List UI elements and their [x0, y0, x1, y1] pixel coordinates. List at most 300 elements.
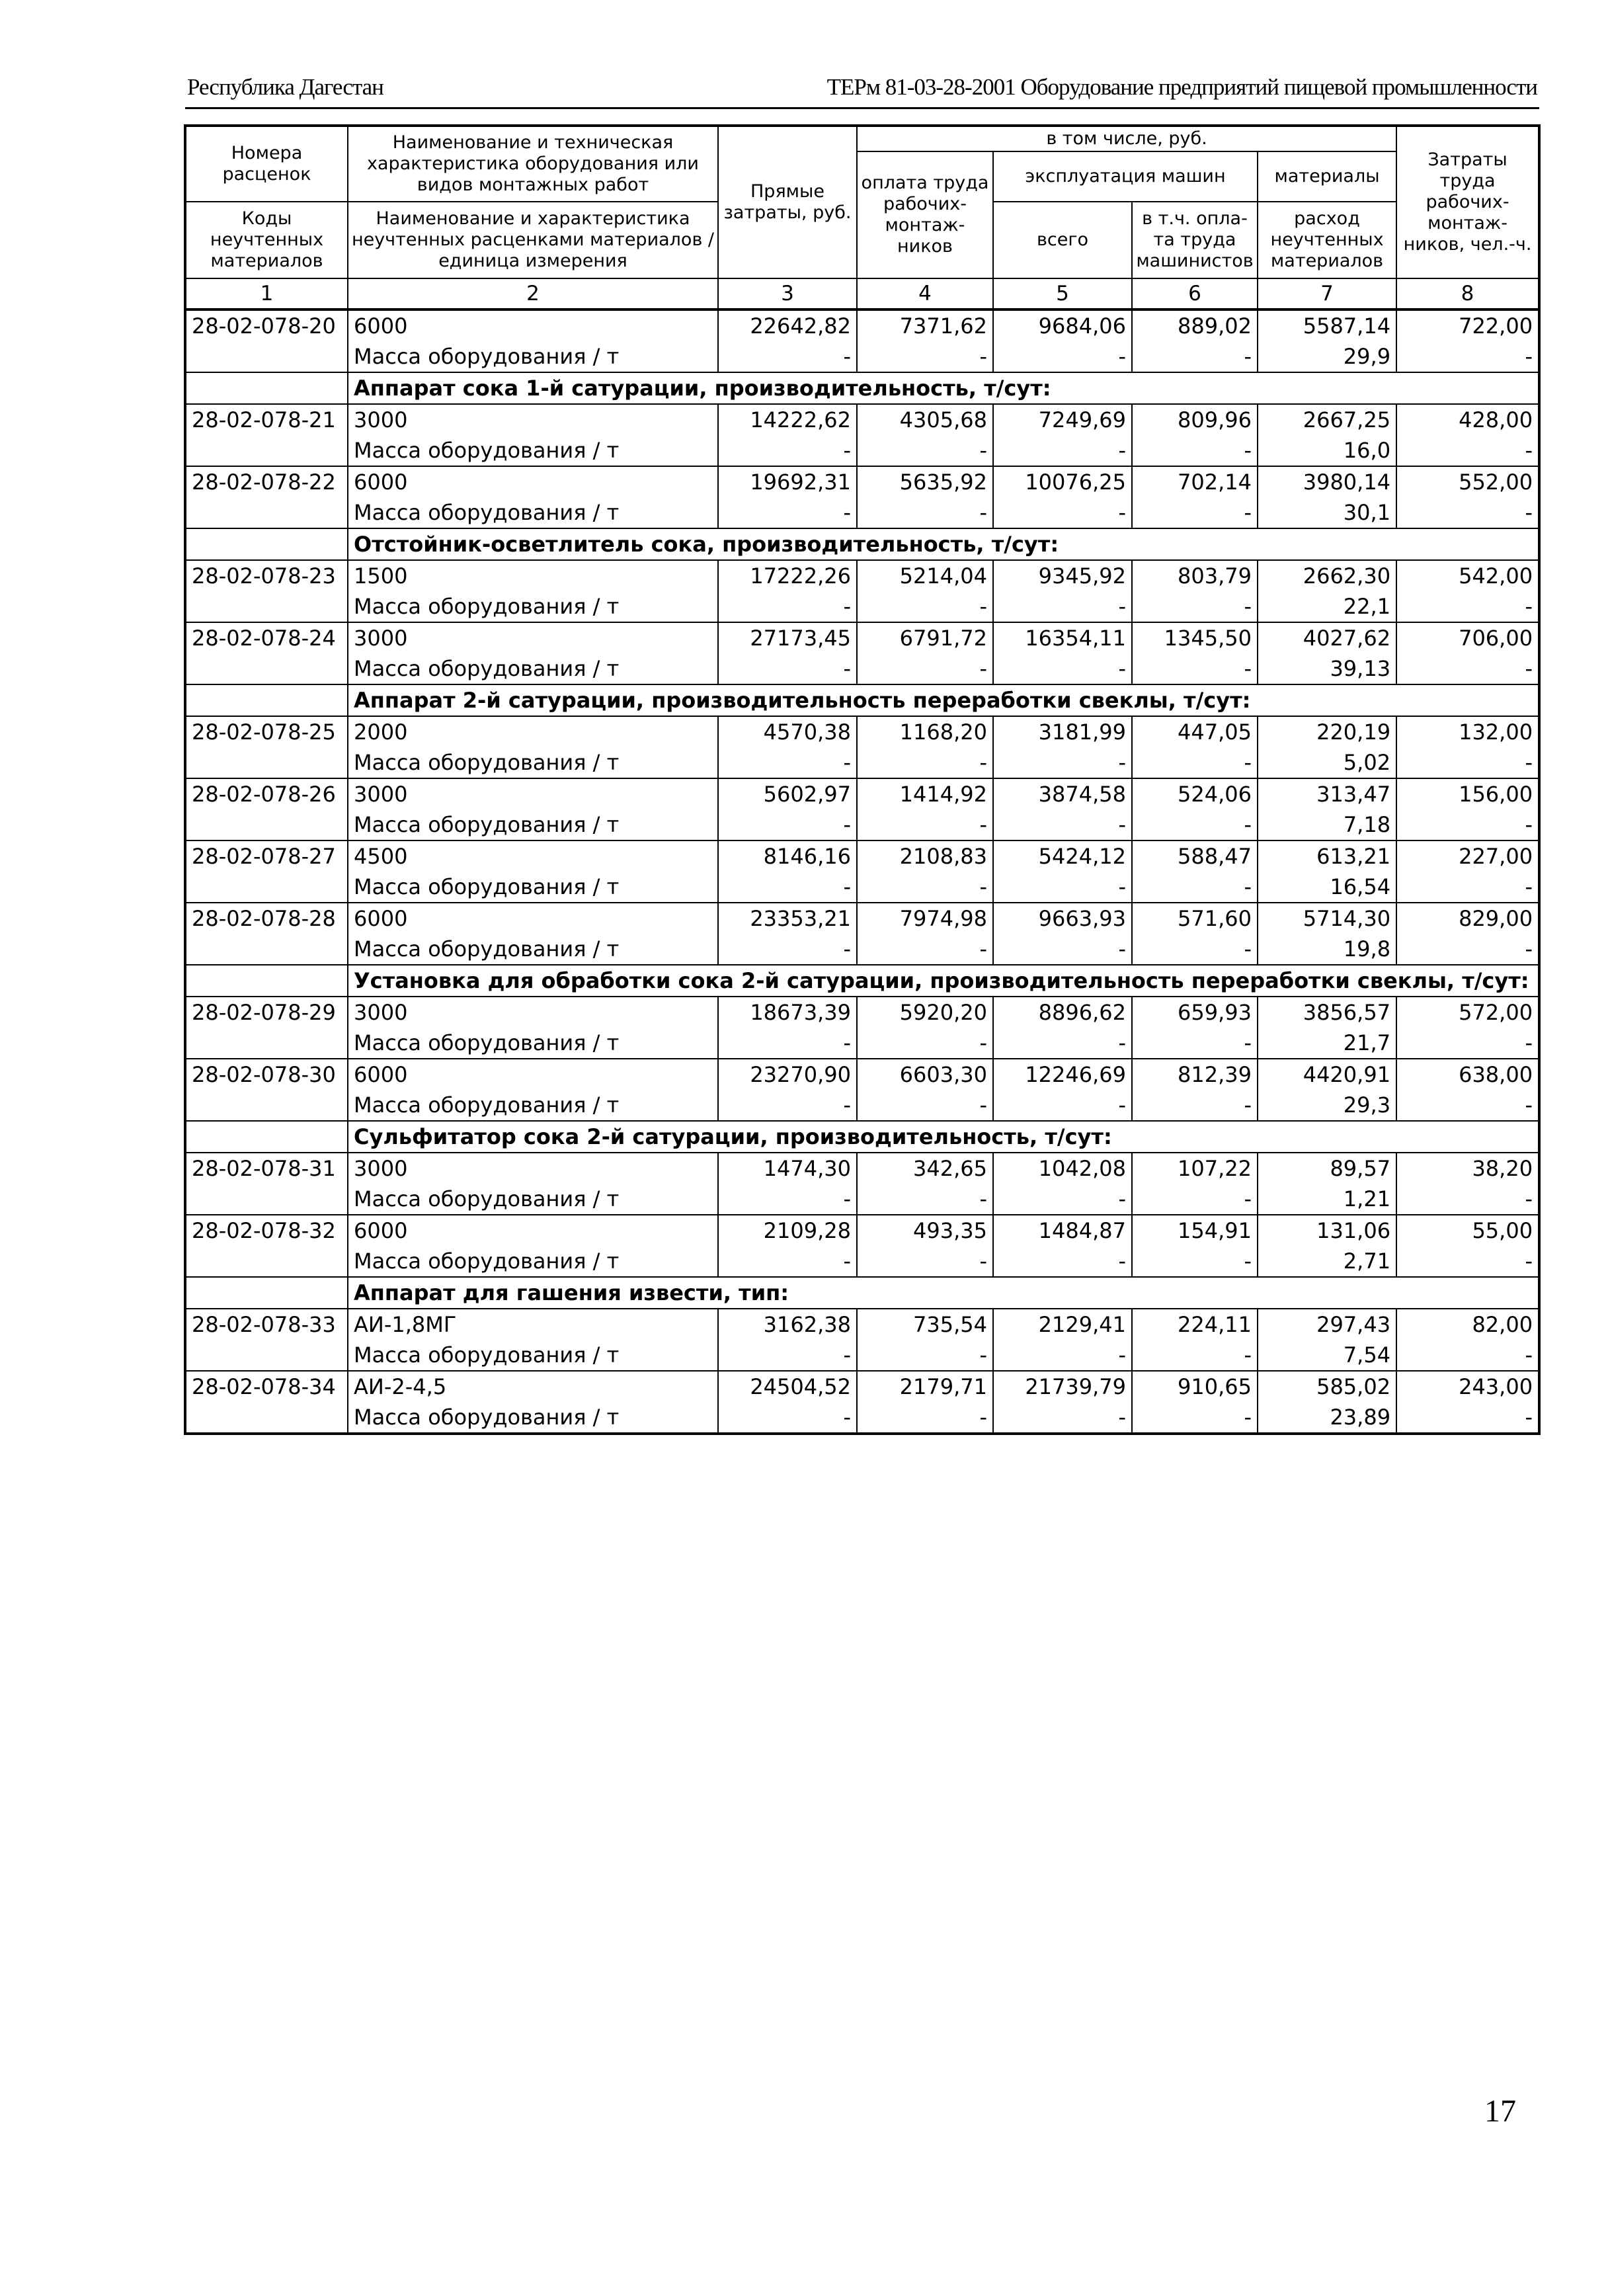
direct-cost: 22642,82: [718, 309, 857, 341]
direct-cost: 4570,38: [718, 716, 857, 747]
dash: -: [993, 1340, 1132, 1371]
rate-row: [185, 778, 1539, 809]
labor-pay: 2108,83: [857, 840, 993, 872]
dash: -: [993, 934, 1132, 965]
dash: -: [857, 1246, 993, 1277]
dash: -: [718, 809, 857, 840]
rate-row: [185, 466, 1539, 497]
mass-code-empty: [185, 497, 348, 528]
rate-row: [185, 840, 1539, 872]
mass-row: [185, 809, 1539, 840]
machine-operators-pay: 889,02: [1132, 309, 1258, 341]
dash: -: [857, 747, 993, 778]
direct-cost: 1474,30: [718, 1153, 857, 1184]
equipment-mass: 2,71: [1258, 1246, 1396, 1277]
header-name-bottom: Наименование и характеристика неучтенных расценками материалов / единица измерения: [348, 202, 718, 278]
dash: -: [857, 341, 993, 372]
column-number: 7: [1258, 278, 1396, 309]
mass-label: Масса оборудования / т: [348, 1340, 718, 1371]
labor-pay: 5214,04: [857, 560, 993, 591]
labor-hours: 552,00: [1396, 466, 1539, 497]
mass-row: [185, 1028, 1539, 1059]
mass-code-empty: [185, 934, 348, 965]
dash: -: [718, 1246, 857, 1277]
dash: -: [857, 591, 993, 622]
mass-label: Масса оборудования / т: [348, 809, 718, 840]
dash: -: [1132, 934, 1258, 965]
rate-code: 28-02-078-26: [185, 778, 348, 809]
group-title-spacer: [185, 1277, 348, 1309]
direct-cost: 18673,39: [718, 997, 857, 1028]
labor-hours: 572,00: [1396, 997, 1539, 1028]
materials-cost: 4027,62: [1258, 622, 1396, 653]
dash: -: [1396, 653, 1539, 684]
labor-hours: 132,00: [1396, 716, 1539, 747]
rate-name: 6000: [348, 309, 718, 341]
column-number: 4: [857, 278, 993, 309]
rate-name: 3000: [348, 1153, 718, 1184]
rate-code: 28-02-078-24: [185, 622, 348, 653]
dash: -: [857, 1184, 993, 1215]
machine-operators-pay: 447,05: [1132, 716, 1258, 747]
dash: -: [1132, 1028, 1258, 1059]
mass-code-empty: [185, 1184, 348, 1215]
header-direct-costs: Прямые затраты, руб.: [718, 126, 857, 278]
labor-hours: 428,00: [1396, 404, 1539, 435]
direct-cost: 27173,45: [718, 622, 857, 653]
dash: -: [857, 872, 993, 903]
rate-code: 28-02-078-20: [185, 309, 348, 341]
dash: -: [1132, 1184, 1258, 1215]
column-number: 3: [718, 278, 857, 309]
machine-operators-pay: 702,14: [1132, 466, 1258, 497]
machine-operators-pay: 154,91: [1132, 1215, 1258, 1246]
equipment-mass: 16,54: [1258, 872, 1396, 903]
machines-total: 2129,41: [993, 1309, 1132, 1340]
materials-cost: 585,02: [1258, 1371, 1396, 1402]
machine-operators-pay: 571,60: [1132, 903, 1258, 934]
header-machines: эксплуатация машин: [993, 151, 1258, 202]
rate-name: 2000: [348, 716, 718, 747]
dash: -: [993, 435, 1132, 466]
dash: -: [857, 653, 993, 684]
labor-hours: 243,00: [1396, 1371, 1539, 1402]
dash: -: [1132, 1402, 1258, 1434]
labor-pay: 5635,92: [857, 466, 993, 497]
dash: -: [857, 1402, 993, 1434]
machines-total: 1484,87: [993, 1215, 1132, 1246]
equipment-mass: 21,7: [1258, 1028, 1396, 1059]
dash: -: [1132, 497, 1258, 528]
rate-name: АИ-2-4,5: [348, 1371, 718, 1402]
dash: -: [1396, 1246, 1539, 1277]
mass-code-empty: [185, 747, 348, 778]
dash: -: [857, 435, 993, 466]
machine-operators-pay: 1345,50: [1132, 622, 1258, 653]
equipment-mass: 29,3: [1258, 1090, 1396, 1121]
dash: -: [718, 341, 857, 372]
dash: -: [993, 1028, 1132, 1059]
labor-hours: 55,00: [1396, 1215, 1539, 1246]
direct-cost: 24504,52: [718, 1371, 857, 1402]
dash: -: [857, 1090, 993, 1121]
mass-label: Масса оборудования / т: [348, 934, 718, 965]
group-title-row: [185, 684, 1539, 716]
rate-row: [185, 1371, 1539, 1402]
equipment-mass: 23,89: [1258, 1402, 1396, 1434]
machines-total: 3181,99: [993, 716, 1132, 747]
group-title-row: [185, 1121, 1539, 1153]
rate-row: [185, 1153, 1539, 1184]
rate-code: 28-02-078-21: [185, 404, 348, 435]
equipment-mass: 30,1: [1258, 497, 1396, 528]
machines-total: 16354,11: [993, 622, 1132, 653]
materials-cost: 613,21: [1258, 840, 1396, 872]
mass-label: Масса оборудования / т: [348, 1246, 718, 1277]
dash: -: [1132, 341, 1258, 372]
dash: -: [718, 591, 857, 622]
header-including: в том числе, руб.: [857, 126, 1396, 151]
materials-cost: 313,47: [1258, 778, 1396, 809]
labor-pay: 7974,98: [857, 903, 993, 934]
dash: -: [1132, 1246, 1258, 1277]
dash: -: [993, 653, 1132, 684]
machine-operators-pay: 803,79: [1132, 560, 1258, 591]
labor-hours: 638,00: [1396, 1059, 1539, 1090]
rate-name: 6000: [348, 903, 718, 934]
dash: -: [1132, 747, 1258, 778]
dash: -: [993, 341, 1132, 372]
machines-total: 10076,25: [993, 466, 1132, 497]
header-labor-hours: Затраты труда рабочих-монтаж-ников, чел.-ч.: [1396, 126, 1539, 278]
group-title-spacer: [185, 684, 348, 716]
labor-hours: 542,00: [1396, 560, 1539, 591]
mass-row: [185, 653, 1539, 684]
column-number: 2: [348, 278, 718, 309]
group-title-row: [185, 372, 1539, 404]
dash: -: [718, 1028, 857, 1059]
materials-cost: 3980,14: [1258, 466, 1396, 497]
dash: -: [718, 872, 857, 903]
direct-cost: 23270,90: [718, 1059, 857, 1090]
header-machine-operators: в т.ч. опла-та труда машинистов: [1132, 202, 1258, 278]
mass-code-empty: [185, 1340, 348, 1371]
materials-cost: 297,43: [1258, 1309, 1396, 1340]
rate-code: 28-02-078-25: [185, 716, 348, 747]
dash: -: [718, 497, 857, 528]
machine-operators-pay: 224,11: [1132, 1309, 1258, 1340]
equipment-mass: 39,13: [1258, 653, 1396, 684]
table-body: [185, 309, 1539, 1434]
mass-row: [185, 341, 1539, 372]
rate-code: 28-02-078-22: [185, 466, 348, 497]
labor-pay: 1414,92: [857, 778, 993, 809]
rate-code: 28-02-078-32: [185, 1215, 348, 1246]
rate-name: 4500: [348, 840, 718, 872]
direct-cost: 17222,26: [718, 560, 857, 591]
column-number: 1: [185, 278, 348, 309]
mass-code-empty: [185, 1402, 348, 1434]
rate-row: [185, 404, 1539, 435]
dash: -: [1396, 435, 1539, 466]
mass-label: Масса оборудования / т: [348, 1184, 718, 1215]
region-title: Республика Дагестан: [187, 74, 383, 100]
labor-pay: 1168,20: [857, 716, 993, 747]
mass-label: Масса оборудования / т: [348, 435, 718, 466]
mass-code-empty: [185, 341, 348, 372]
dash: -: [1396, 1184, 1539, 1215]
group-title-spacer: [185, 528, 348, 560]
mass-label: Масса оборудования / т: [348, 497, 718, 528]
dash: -: [1132, 872, 1258, 903]
page-header: [187, 74, 1537, 103]
mass-row: [185, 747, 1539, 778]
labor-hours: 82,00: [1396, 1309, 1539, 1340]
dash: -: [1396, 747, 1539, 778]
labor-hours: 227,00: [1396, 840, 1539, 872]
dash: -: [993, 1246, 1132, 1277]
equipment-mass: 19,8: [1258, 934, 1396, 965]
rate-row: [185, 1309, 1539, 1340]
dash: -: [1396, 872, 1539, 903]
dash: -: [1396, 591, 1539, 622]
dash: -: [993, 747, 1132, 778]
dash: -: [1396, 934, 1539, 965]
dash: -: [718, 1090, 857, 1121]
column-number: 5: [993, 278, 1132, 309]
dash: -: [1396, 1028, 1539, 1059]
machines-total: 1042,08: [993, 1153, 1132, 1184]
rate-code: 28-02-078-31: [185, 1153, 348, 1184]
equipment-mass: 16,0: [1258, 435, 1396, 466]
dash: -: [1132, 435, 1258, 466]
direct-cost: 14222,62: [718, 404, 857, 435]
rates-table: [184, 124, 1541, 1435]
dash: -: [718, 1402, 857, 1434]
direct-cost: 5602,97: [718, 778, 857, 809]
rate-code: 28-02-078-30: [185, 1059, 348, 1090]
dash: -: [1132, 1340, 1258, 1371]
header-materials-unaccounted: расход неучтенных материалов: [1258, 202, 1396, 278]
mass-label: Масса оборудования / т: [348, 747, 718, 778]
rate-row: [185, 903, 1539, 934]
machine-operators-pay: 812,39: [1132, 1059, 1258, 1090]
labor-hours: 706,00: [1396, 622, 1539, 653]
mass-label: Масса оборудования / т: [348, 872, 718, 903]
mass-label: Масса оборудования / т: [348, 591, 718, 622]
rate-row: [185, 997, 1539, 1028]
labor-pay: 6791,72: [857, 622, 993, 653]
labor-pay: 735,54: [857, 1309, 993, 1340]
machine-operators-pay: 107,22: [1132, 1153, 1258, 1184]
rate-code: 28-02-078-29: [185, 997, 348, 1028]
rate-name: 6000: [348, 466, 718, 497]
equipment-mass: 1,21: [1258, 1184, 1396, 1215]
rate-name: 3000: [348, 404, 718, 435]
direct-cost: 2109,28: [718, 1215, 857, 1246]
rate-row: [185, 560, 1539, 591]
equipment-mass: 7,18: [1258, 809, 1396, 840]
labor-hours: 38,20: [1396, 1153, 1539, 1184]
header-name-top: Наименование и техническая характеристика оборудования или видов монтажных работ: [348, 126, 718, 202]
rate-row: [185, 1059, 1539, 1090]
dash: -: [857, 1340, 993, 1371]
dash: -: [857, 497, 993, 528]
mass-row: [185, 872, 1539, 903]
rate-name: 3000: [348, 778, 718, 809]
mass-row: [185, 934, 1539, 965]
dash: -: [1132, 1090, 1258, 1121]
dash: -: [1396, 1090, 1539, 1121]
dash: -: [718, 934, 857, 965]
machines-total: 9684,06: [993, 309, 1132, 341]
dash: -: [857, 934, 993, 965]
labor-hours: 156,00: [1396, 778, 1539, 809]
rate-code: 28-02-078-33: [185, 1309, 348, 1340]
labor-pay: 7371,62: [857, 309, 993, 341]
mass-code-empty: [185, 591, 348, 622]
materials-cost: 220,19: [1258, 716, 1396, 747]
materials-cost: 2667,25: [1258, 404, 1396, 435]
machine-operators-pay: 910,65: [1132, 1371, 1258, 1402]
labor-pay: 493,35: [857, 1215, 993, 1246]
equipment-mass: 22,1: [1258, 591, 1396, 622]
machines-total: 7249,69: [993, 404, 1132, 435]
materials-cost: 89,57: [1258, 1153, 1396, 1184]
dash: -: [857, 809, 993, 840]
group-title-row: [185, 1277, 1539, 1309]
dash: -: [718, 1184, 857, 1215]
group-title: Аппарат 2-й сатурации, производительность переработки свеклы, т/сут:: [348, 684, 1539, 716]
rate-name: 6000: [348, 1215, 718, 1246]
rate-row: [185, 622, 1539, 653]
header-labor-pay: оплата труда рабочих-монтаж-ников: [857, 151, 993, 278]
equipment-mass: 7,54: [1258, 1340, 1396, 1371]
group-title-row: [185, 528, 1539, 560]
mass-code-empty: [185, 809, 348, 840]
header-materials: материалы: [1258, 151, 1396, 202]
column-number: 6: [1132, 278, 1258, 309]
group-title-row: [185, 965, 1539, 997]
mass-row: [185, 1340, 1539, 1371]
rate-name: 6000: [348, 1059, 718, 1090]
direct-cost: 3162,38: [718, 1309, 857, 1340]
header-rate-numbers: Номера расценок: [185, 126, 348, 202]
machine-operators-pay: 659,93: [1132, 997, 1258, 1028]
machine-operators-pay: 809,96: [1132, 404, 1258, 435]
group-title: Аппарат сока 1-й сатурации, производительность, т/сут:: [348, 372, 1539, 404]
mass-code-empty: [185, 872, 348, 903]
materials-cost: 4420,91: [1258, 1059, 1396, 1090]
mass-label: Масса оборудования / т: [348, 653, 718, 684]
rate-name: 1500: [348, 560, 718, 591]
dash: -: [1132, 809, 1258, 840]
mass-row: [185, 497, 1539, 528]
materials-cost: 3856,57: [1258, 997, 1396, 1028]
rate-code: 28-02-078-34: [185, 1371, 348, 1402]
dash: -: [1396, 1340, 1539, 1371]
machine-operators-pay: 524,06: [1132, 778, 1258, 809]
page-number: 17: [1484, 2094, 1516, 2129]
labor-hours: 829,00: [1396, 903, 1539, 934]
dash: -: [993, 1184, 1132, 1215]
group-title: Аппарат для гашения извести, тип:: [348, 1277, 1539, 1309]
mass-label: Масса оборудования / т: [348, 1402, 718, 1434]
dash: -: [718, 435, 857, 466]
direct-cost: 19692,31: [718, 466, 857, 497]
equipment-mass: 5,02: [1258, 747, 1396, 778]
machines-total: 8896,62: [993, 997, 1132, 1028]
dash: -: [993, 591, 1132, 622]
group-title-spacer: [185, 965, 348, 997]
mass-code-empty: [185, 435, 348, 466]
header-machines-total: всего: [993, 202, 1132, 278]
dash: -: [1396, 809, 1539, 840]
materials-cost: 5714,30: [1258, 903, 1396, 934]
labor-pay: 342,65: [857, 1153, 993, 1184]
mass-row: [185, 1090, 1539, 1121]
dash: -: [1132, 591, 1258, 622]
dash: -: [993, 872, 1132, 903]
rate-name: 3000: [348, 622, 718, 653]
mass-label: Масса оборудования / т: [348, 1028, 718, 1059]
dash: -: [718, 653, 857, 684]
dash: -: [993, 1090, 1132, 1121]
mass-row: [185, 1246, 1539, 1277]
mass-row: [185, 591, 1539, 622]
materials-cost: 2662,30: [1258, 560, 1396, 591]
labor-pay: 5920,20: [857, 997, 993, 1028]
rate-row: [185, 1215, 1539, 1246]
dash: -: [1396, 341, 1539, 372]
group-title: Установка для обработки сока 2-й сатурации, производительность переработки свеклы, т/сут:: [348, 965, 1539, 997]
rate-row: [185, 716, 1539, 747]
mass-label: Масса оборудования / т: [348, 1090, 718, 1121]
materials-cost: 131,06: [1258, 1215, 1396, 1246]
column-number: 8: [1396, 278, 1539, 309]
rate-name: 3000: [348, 997, 718, 1028]
mass-code-empty: [185, 653, 348, 684]
machines-total: 21739,79: [993, 1371, 1132, 1402]
direct-cost: 8146,16: [718, 840, 857, 872]
mass-code-empty: [185, 1090, 348, 1121]
materials-cost: 5587,14: [1258, 309, 1396, 341]
dash: -: [993, 1402, 1132, 1434]
dash: -: [1396, 497, 1539, 528]
machine-operators-pay: 588,47: [1132, 840, 1258, 872]
machines-total: 3874,58: [993, 778, 1132, 809]
labor-pay: 4305,68: [857, 404, 993, 435]
machines-total: 9663,93: [993, 903, 1132, 934]
group-title: Отстойник-осветлитель сока, производительность, т/сут:: [348, 528, 1539, 560]
rate-code: 28-02-078-28: [185, 903, 348, 934]
dash: -: [993, 497, 1132, 528]
machines-total: 5424,12: [993, 840, 1132, 872]
dash: -: [718, 1340, 857, 1371]
mass-row: [185, 435, 1539, 466]
rate-row: [185, 309, 1539, 341]
group-title-spacer: [185, 372, 348, 404]
header-material-codes: Коды неучтенных материалов: [185, 202, 348, 278]
mass-code-empty: [185, 1246, 348, 1277]
dash: -: [857, 1028, 993, 1059]
dash: -: [993, 809, 1132, 840]
rate-code: 28-02-078-27: [185, 840, 348, 872]
machines-total: 12246,69: [993, 1059, 1132, 1090]
dash: -: [1132, 653, 1258, 684]
rate-code: 28-02-078-23: [185, 560, 348, 591]
labor-pay: 2179,71: [857, 1371, 993, 1402]
